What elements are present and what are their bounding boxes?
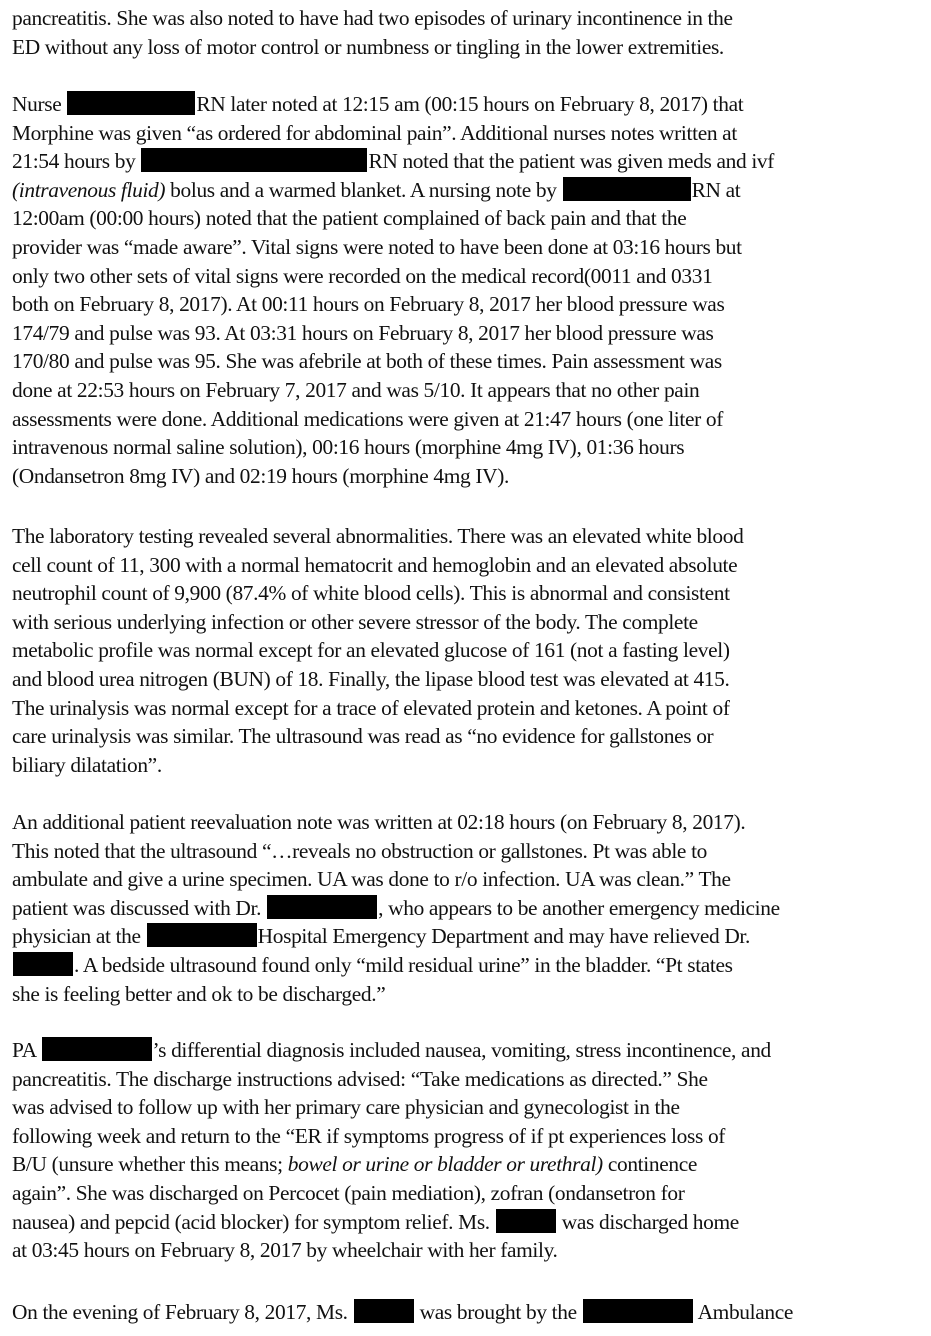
text-segment: Nurse: [12, 92, 67, 116]
text-segment: ’s differential diagnosis included nausea, vomiting, stress incontinence, and: [152, 1038, 771, 1062]
text-segment: care urinalysis was similar. The ultrasound was read as “no evidence for gallstones or: [12, 724, 714, 749]
text-line: [12, 262, 918, 291]
text-line: [12, 837, 918, 866]
text-line: [12, 1150, 918, 1179]
text-segment: RN noted that the patient was given meds and ivf: [368, 149, 775, 174]
paragraph: [12, 1036, 918, 1265]
text-segment: neutrophil count of 9,900 (87.4% of white blood cells). This is abnormal and consistent: [12, 581, 730, 606]
text-segment: (Ondansetron 8mg IV) and 02:19 hours (morphine 4mg IV).: [12, 463, 509, 488]
text-line: [12, 665, 918, 694]
redaction-block: [583, 1299, 693, 1323]
text-segment: following week and return to the “ER if symptoms progress of if pt experiences loss of: [12, 1123, 726, 1148]
text-segment: patient was discussed with Dr.: [12, 895, 267, 920]
redaction-block: [42, 1037, 152, 1061]
text-line: [12, 290, 918, 319]
text-segment: assessments were done. Additional medications were given at 21:47 hours (one liter of: [12, 406, 724, 431]
redaction-block: [354, 1299, 414, 1323]
text-line: [12, 579, 918, 608]
text-line: [12, 405, 918, 434]
text-segment: bolus and a warmed blanket. A nursing note by: [165, 177, 562, 202]
text-line: [12, 1298, 918, 1327]
text-line: [12, 33, 918, 62]
text-line: [12, 119, 918, 148]
text-line: [12, 319, 918, 348]
text-line: [12, 376, 918, 405]
text-segment: cell count of 11, 300 with a normal hematocrit and hemoglobin and an elevated absolute: [12, 552, 738, 577]
text-segment: both on February 8, 2017). At 00:11 hours on February 8, 2017 her blood pressure was: [12, 292, 725, 317]
redaction-block: [267, 895, 377, 919]
text-line: [12, 1208, 918, 1237]
text-segment: RN at: [691, 177, 741, 202]
redaction-block: [13, 952, 73, 976]
text-segment: This noted that the ultrasound “…reveals no obstruction or gallstones. Pt was able to: [12, 838, 708, 863]
italic-text: (intravenous fluid): [12, 177, 166, 202]
text-segment: at 03:45 hours on February 8, 2017 by wheelchair with her family.: [12, 1238, 558, 1263]
text-segment: was discharged home: [556, 1209, 739, 1234]
text-line: [12, 1065, 918, 1094]
text-segment: The urinalysis was normal except for a trace of elevated protein and ketones. A point of: [12, 695, 730, 720]
text-segment: pancreatitis. She was also noted to have had two episodes of urinary incontinence in the: [12, 6, 733, 30]
text-segment: was advised to follow up with her primary care physician and gynecologist in the: [12, 1095, 680, 1120]
text-line: [12, 1179, 918, 1208]
text-segment: Ambulance: [693, 1300, 794, 1324]
text-line: [12, 90, 918, 119]
text-segment: 174/79 and pulse was 93. At 03:31 hours on February 8, 2017 her blood pressure was: [12, 320, 714, 345]
text-segment: and blood urea nitrogen (BUN) of 18. Finally, the lipase blood test was elevated at 415.: [12, 666, 730, 691]
text-segment: 21:54 hours by: [12, 149, 141, 174]
paragraph: [12, 808, 918, 1008]
text-line: [12, 1036, 918, 1065]
text-segment: 170/80 and pulse was 95. She was afebrile at both of these times. Pain assessment was: [12, 349, 722, 374]
text-line: [12, 147, 918, 176]
paragraph: [12, 522, 918, 779]
text-line: [12, 636, 918, 665]
text-line: [12, 865, 918, 894]
text-line: [12, 462, 918, 491]
redaction-block: [563, 177, 691, 201]
text-segment: again”. She was discharged on Percocet (pain mediation), zofran (ondansetron for: [12, 1180, 685, 1205]
text-line: [12, 1122, 918, 1151]
text-segment: ambulate and give a urine specimen. UA was done to r/o infection. UA was clean.” The: [12, 867, 731, 892]
redaction-block: [496, 1209, 556, 1233]
text-line: [12, 204, 918, 233]
text-segment: 12:00am (00:00 hours) noted that the patient complained of back pain and that the: [12, 206, 687, 231]
text-segment: with serious underlying infection or other severe stressor of the body. The complete: [12, 609, 698, 634]
text-segment: PA: [12, 1038, 41, 1062]
text-line: [12, 922, 918, 951]
text-segment: was brought by the: [414, 1300, 582, 1324]
text-segment: biliary dilatation”.: [12, 752, 162, 777]
text-segment: provider was “made aware”. Vital signs were noted to have been done at 03:16 hours but: [12, 234, 742, 259]
text-segment: B/U (unsure whether this means;: [12, 1152, 288, 1177]
text-segment: only two other sets of vital signs were recorded on the medical record(0011 and 0331: [12, 263, 713, 288]
redaction-block: [67, 91, 195, 115]
text-line: [12, 751, 918, 780]
text-line: [12, 4, 918, 33]
paragraph: [12, 4, 918, 61]
text-segment: physician at the: [12, 924, 146, 949]
text-segment: done at 22:53 hours on February 7, 2017 and was 5/10. It appears that no other pain: [12, 377, 700, 402]
text-line: [12, 176, 918, 205]
text-segment: , who appears to be another emergency medicine: [378, 895, 780, 920]
text-line: [12, 233, 918, 262]
text-line: [12, 1236, 918, 1265]
text-line: [12, 894, 918, 923]
text-segment: An additional patient reevaluation note was written at 02:18 hours (on February 8, 2017).: [12, 810, 746, 834]
text-line: [12, 522, 918, 551]
text-line: [12, 1093, 918, 1122]
text-segment: nausea) and pepcid (acid blocker) for symptom relief. Ms.: [12, 1209, 495, 1234]
text-segment: Hospital Emergency Department and may have relieved Dr.: [257, 924, 751, 949]
text-line: [12, 980, 918, 1009]
text-segment: intravenous normal saline solution), 00:16 hours (morphine 4mg IV), 01:36 hours: [12, 435, 685, 460]
redaction-block: [141, 148, 367, 172]
italic-text: bowel or urine or bladder or urethral): [287, 1152, 603, 1177]
text-line: [12, 608, 918, 637]
text-line: [12, 694, 918, 723]
text-segment: . A bedside ultrasound found only “mild residual urine” in the bladder. “Pt states: [74, 952, 733, 977]
text-segment: On the evening of February 8, 2017, Ms.: [12, 1300, 353, 1324]
text-segment: pancreatitis. The discharge instructions advised: “Take medications as directed.” She: [12, 1066, 708, 1091]
text-segment: Morphine was given “as ordered for abdominal pain”. Additional nurses notes written at: [12, 120, 737, 145]
text-segment: The laboratory testing revealed several abnormalities. There was an elevated white blood: [12, 524, 744, 548]
paragraph: [12, 1298, 918, 1327]
text-segment: ED without any loss of motor control or numbness or tingling in the lower extremities.: [12, 34, 724, 59]
paragraph: [12, 90, 918, 490]
text-segment: RN later noted at 12:15 am (00:15 hours on February 8, 2017) that: [196, 92, 744, 116]
text-segment: metabolic profile was normal except for an elevated glucose of 161 (not a fasting level): [12, 638, 730, 663]
text-line: [12, 722, 918, 751]
text-line: [12, 433, 918, 462]
text-line: [12, 951, 918, 980]
text-segment: she is feeling better and ok to be discharged.”: [12, 981, 386, 1006]
text-line: [12, 808, 918, 837]
redaction-block: [147, 923, 257, 947]
text-line: [12, 551, 918, 580]
text-line: [12, 347, 918, 376]
text-segment: continence: [602, 1152, 697, 1177]
